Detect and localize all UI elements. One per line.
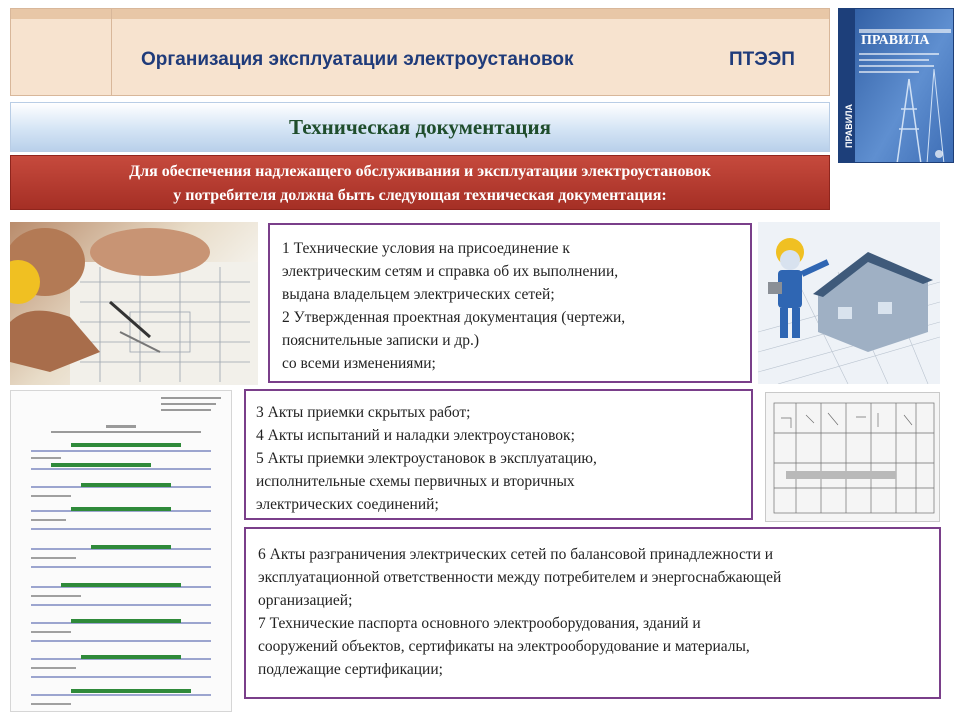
header-divider (111, 9, 112, 95)
item-5-line-2: исполнительные схемы первичных и вторичных (256, 473, 575, 490)
worker-house-graphic (758, 222, 940, 384)
item-6-line-1: 6 Акты разграничения электрических сетей по балансовой принадлежности и (258, 546, 774, 563)
doc-items-box-2 (244, 389, 753, 520)
doc-items-box-1 (268, 223, 752, 383)
worker-house-photo (758, 222, 940, 384)
book-spine-title: ПРАВИЛА (843, 104, 854, 148)
item-7-line-1: 7 Технические паспорта основного электрооборудования, зданий и (258, 615, 701, 632)
item-2-line-3: со всеми изменениями; (282, 355, 436, 372)
intro-line-1: Для обеспечения надлежащего обслуживания и эксплуатации электроустановок (129, 163, 711, 180)
rules-book-image (838, 8, 954, 163)
acceptance-act-document-photo (10, 390, 232, 712)
item-1-line-2: электрическим сетям и справка об их выполнении, (282, 263, 619, 280)
item-5-line-3: электрических соединений; (256, 496, 439, 513)
blueprint-hands-graphic (10, 222, 258, 385)
intro-band (10, 155, 830, 210)
doc-items-box-3 (244, 527, 941, 699)
header-band (10, 8, 830, 96)
item-7-line-3: подлежащие сертификации; (258, 661, 443, 678)
item-3-line-1: 3 Акты приемки скрытых работ; (256, 404, 471, 421)
electrical-schema-photo (765, 392, 940, 522)
item-5-line-1: 5 Акты приемки электроустановок в эксплуатацию, (256, 450, 597, 467)
header-stripe (11, 9, 829, 19)
item-7-line-2: сооружений объектов, сертификаты на электрооборудование и материалы, (258, 638, 750, 655)
header-code: ПТЭЭП (729, 49, 795, 70)
item-1-line-3: выдана владельцем электрических сетей; (282, 286, 555, 303)
item-2-line-2: пояснительные записки и др.) (282, 332, 480, 349)
item-6-line-3: организацией; (258, 592, 353, 609)
book-title: ПРАВИЛА (861, 33, 930, 48)
section-title: Техническая документация (289, 115, 551, 139)
acceptance-act-graphic (11, 391, 232, 712)
electrical-schema-graphic (766, 393, 940, 522)
intro-line-2: у потребителя должна быть следующая техническая документация: (173, 187, 667, 204)
subtitle-band (10, 102, 830, 152)
blueprint-hands-photo (10, 222, 258, 385)
item-4-line-1: 4 Акты испытаний и наладки электроустановок; (256, 427, 575, 444)
item-2-line-1: 2 Утвержденная проектная документация (чертежи, (282, 309, 626, 326)
header-title: Организация эксплуатации электроустановок (141, 49, 574, 70)
item-1-line-1: 1 Технические условия на присоединение к (282, 240, 570, 257)
item-6-line-2: эксплуатационной ответственности между потребителем и энергоснабжающей (258, 569, 782, 586)
